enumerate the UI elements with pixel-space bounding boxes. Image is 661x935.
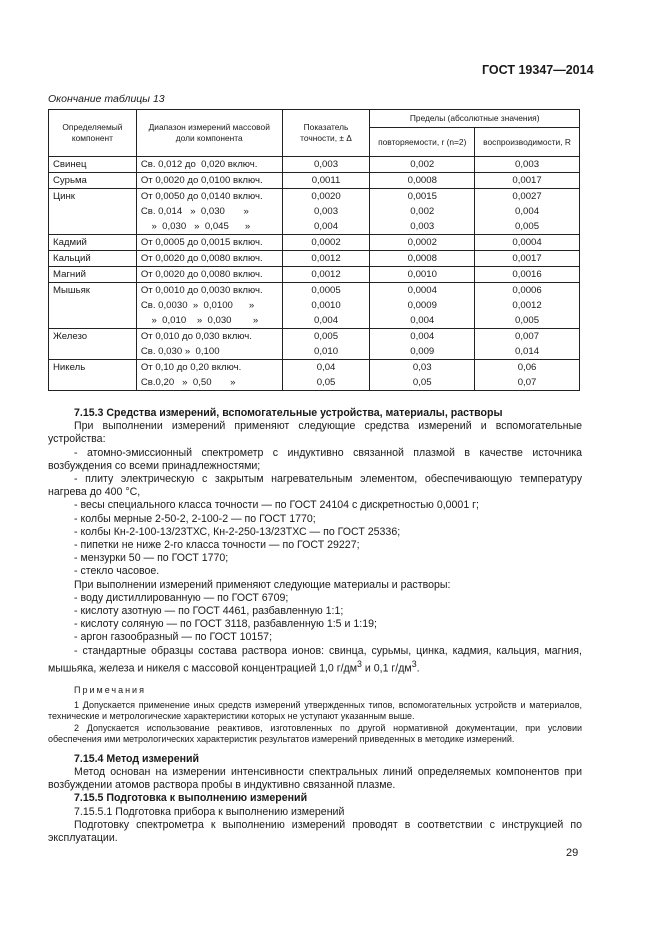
cell-accuracy: 0,0010 (282, 298, 370, 313)
section-7-15-3-title: 7.15.3 Средства измерений, вспомогательные устройства, материалы, растворы (74, 407, 503, 419)
cell-reproducibility: 0,0016 (475, 267, 580, 283)
table-row (49, 267, 580, 283)
cell-accuracy: 0,010 (282, 344, 370, 360)
list-item: - кислоту соляную — по ГОСТ 3118, разбавленную 1:5 и 1:19; (74, 618, 377, 631)
cell-component: Сурьма (49, 173, 137, 189)
superscript: 3 (411, 658, 417, 669)
cell-component: Мышьяк (49, 283, 137, 299)
table-row (49, 235, 580, 251)
list-item: - плиту электрическую с закрытым нагревательным элементом, обеспечивающую температуру нагрева до 400 °С, (48, 473, 582, 499)
cell-component: Кадмий (49, 235, 137, 251)
cell-repeatability: 0,0009 (370, 298, 475, 313)
cell-accuracy: 0,005 (282, 329, 370, 345)
cell-range: Св. 0,030 » 0,100 (136, 344, 282, 360)
cell-reproducibility: 0,06 (475, 360, 580, 376)
list-item: - пипетки не ниже 2-го класса точности — по ГОСТ 29227; (74, 539, 360, 552)
list-item: - колбы мерные 2-50-2, 2-100-2 — по ГОСТ 1770; (74, 512, 316, 525)
table-row (49, 329, 580, 345)
table-row (49, 313, 580, 329)
cell-repeatability: 0,004 (370, 313, 475, 329)
cell-range: От 0,0020 до 0,0080 включ. (136, 251, 282, 267)
section-7-15-4-title: 7.15.4 Метод измерений (74, 752, 200, 765)
superscript: 3 (357, 658, 362, 669)
cell-range: От 0,10 до 0,20 включ. (136, 360, 282, 376)
list-item: - стекло часовое. (74, 565, 160, 578)
cell-repeatability: 0,05 (370, 375, 475, 391)
cell-component (49, 298, 137, 313)
cell-repeatability: 0,0015 (370, 189, 475, 205)
cell-component (49, 344, 137, 360)
cell-range: » 0,010 » 0,030 » (136, 313, 282, 329)
list-item: - кислоту азотную — по ГОСТ 4461, разбавленную 1:1; (74, 605, 344, 618)
cell-range: От 0,0020 до 0,0080 включ. (136, 267, 282, 283)
cell-accuracy: 0,0012 (282, 251, 370, 267)
table-row (49, 173, 580, 189)
cell-repeatability: 0,002 (370, 157, 475, 173)
cell-range: Св. 0,0030 » 0,0100 » (136, 298, 282, 313)
cell-range: От 0,010 до 0,030 включ. (136, 329, 282, 345)
note-2: 2 Допускается использование реактивов, изготовленных по другой нормативной документации, при условии обеспечения ими метрологических характеристик результатов измерений приведенных в методике измерений. (48, 722, 582, 745)
table-row (49, 375, 580, 391)
section-7-15-5-title: 7.15.5 Подготовка к выполнению измерений (74, 792, 308, 805)
cell-component: Железо (49, 329, 137, 345)
cell-component: Кальций (49, 251, 137, 267)
cell-reproducibility: 0,004 (475, 204, 580, 219)
cell-accuracy: 0,003 (282, 157, 370, 173)
body-text (48, 407, 582, 845)
subsection-7-15-5-1: 7.15.5.1 Подготовка прибора к выполнению измерений (74, 805, 345, 818)
cell-range: От 0,0050 до 0,0140 включ. (136, 189, 282, 205)
cell-range: » 0,030 » 0,045 » (136, 219, 282, 235)
cell-accuracy: 0,004 (282, 219, 370, 235)
cell-repeatability: 0,0008 (370, 173, 475, 189)
table-row (49, 251, 580, 267)
cell-accuracy: 0,0005 (282, 283, 370, 299)
cell-component: Магний (49, 267, 137, 283)
cell-repeatability: 0,0010 (370, 267, 475, 283)
cell-component: Цинк (49, 189, 137, 205)
cell-accuracy: 0,003 (282, 204, 370, 219)
list-item: - воду дистиллированную — по ГОСТ 6709; (74, 591, 289, 604)
table-row (49, 298, 580, 313)
paragraph: При выполнении измерений применяют следующие средства измерений и вспомогательные устройства: (48, 420, 582, 446)
cell-accuracy: 0,0011 (282, 173, 370, 189)
cell-repeatability: 0,03 (370, 360, 475, 376)
cell-reproducibility: 0,07 (475, 375, 580, 391)
paragraph: Метод основан на измерении интенсивности спектральных линий определяемых компонентов при возбуждении атомов раствора пробы в индуктивно связанной плазме. (48, 766, 582, 792)
cell-reproducibility: 0,005 (475, 313, 580, 329)
cell-reproducibility: 0,014 (475, 344, 580, 360)
header-range: Диапазон измерений массовой доли компонента (136, 110, 282, 157)
cell-reproducibility: 0,0006 (475, 283, 580, 299)
cell-component (49, 204, 137, 219)
cell-range: Св. 0,014 » 0,030 » (136, 204, 282, 219)
note-1: 1 Допускается применение иных средств измерений утвержденных типов, вспомогательных устройств и материалов, технические и метрологические характеристики которых не уступают указанным выше. (48, 699, 582, 722)
cell-range: Св. 0,012 до 0,020 включ. (136, 157, 282, 173)
cell-range: От 0,0010 до 0,0030 включ. (136, 283, 282, 299)
paragraph: Подготовку спектрометра к выполнению измерений проводят в соответствии с инструкцией по эксплуатации. (48, 818, 582, 845)
list-item: - аргон газообразный — по ГОСТ 10157; (74, 631, 273, 644)
cell-component (49, 313, 137, 329)
cell-repeatability: 0,0002 (370, 235, 475, 251)
cell-range: Св.0,20 » 0,50 » (136, 375, 282, 391)
cell-accuracy: 0,05 (282, 375, 370, 391)
cell-component (49, 219, 137, 235)
table-row (49, 189, 580, 205)
list-item-text: . (416, 662, 420, 675)
cell-range: От 0,0020 до 0,0100 включ. (136, 173, 282, 189)
header-accuracy: Показатель точности, ± Δ (282, 110, 370, 157)
cell-reproducibility: 0,003 (475, 157, 580, 173)
cell-repeatability: 0,0004 (370, 283, 475, 299)
cell-reproducibility: 0,0004 (475, 235, 580, 251)
cell-accuracy: 0,04 (282, 360, 370, 376)
cell-reproducibility: 0,005 (475, 219, 580, 235)
list-item (48, 645, 582, 676)
table-row (49, 204, 580, 219)
list-item-text: - стандартные образцы состава раствора ионов: свинца, сурьмы, цинка, кадмия, кальция, магния, мышьяка, железа и никеля с массовой концентрацией 1,0 г/дм (48, 644, 582, 675)
cell-reproducibility: 0,0017 (475, 251, 580, 267)
cell-component (49, 375, 137, 391)
cell-repeatability: 0,009 (370, 344, 475, 360)
table-row (49, 157, 580, 173)
table-row (49, 344, 580, 360)
document-code: ГОСТ 19347—2014 (482, 63, 594, 77)
notes-title: Примечания (74, 684, 146, 695)
cell-accuracy: 0,004 (282, 313, 370, 329)
cell-accuracy: 0,0020 (282, 189, 370, 205)
list-item-text: и 0,1 г/дм (361, 662, 412, 675)
paragraph: При выполнении измерений применяют следующие материалы и растворы: (74, 578, 451, 591)
cell-repeatability: 0,003 (370, 219, 475, 235)
cell-repeatability: 0,002 (370, 204, 475, 219)
table-row (49, 219, 580, 235)
cell-reproducibility: 0,0017 (475, 173, 580, 189)
cell-repeatability: 0,0008 (370, 251, 475, 267)
list-item: - атомно-эмиссионный спектрометр с индуктивно связанной плазмой в качестве источника возбуждения со всеми принадлежностями; (48, 446, 582, 472)
cell-range: От 0,0005 до 0,0015 включ. (136, 235, 282, 251)
list-item: - колбы Кн-2-100-13/23ТХС, Кн-2-250-13/23ТХС — по ГОСТ 25336; (74, 525, 401, 538)
cell-reproducibility: 0,0012 (475, 298, 580, 313)
header-component: Определяемый компонент (49, 110, 137, 157)
header-repeatability: повторяемости, r (n=2) (370, 128, 475, 157)
results-table (48, 109, 580, 391)
cell-reproducibility: 0,0027 (475, 189, 580, 205)
cell-accuracy: 0,0012 (282, 267, 370, 283)
cell-component: Свинец (49, 157, 137, 173)
header-limits: Пределы (абсолютные значения) (370, 110, 580, 128)
table-caption: Окончание таблицы 13 (48, 93, 165, 105)
cell-accuracy: 0,0002 (282, 235, 370, 251)
cell-reproducibility: 0,007 (475, 329, 580, 345)
cell-repeatability: 0,004 (370, 329, 475, 345)
page-number: 29 (566, 847, 579, 859)
cell-component: Никель (49, 360, 137, 376)
header-reproducibility: воспроизводимости, R (475, 128, 580, 157)
table-row (49, 360, 580, 376)
list-item: - мензурки 50 — по ГОСТ 1770; (74, 552, 229, 565)
table-row (49, 283, 580, 299)
list-item: - весы специального класса точности — по ГОСТ 24104 с дискретностью 0,0001 г; (74, 499, 479, 512)
